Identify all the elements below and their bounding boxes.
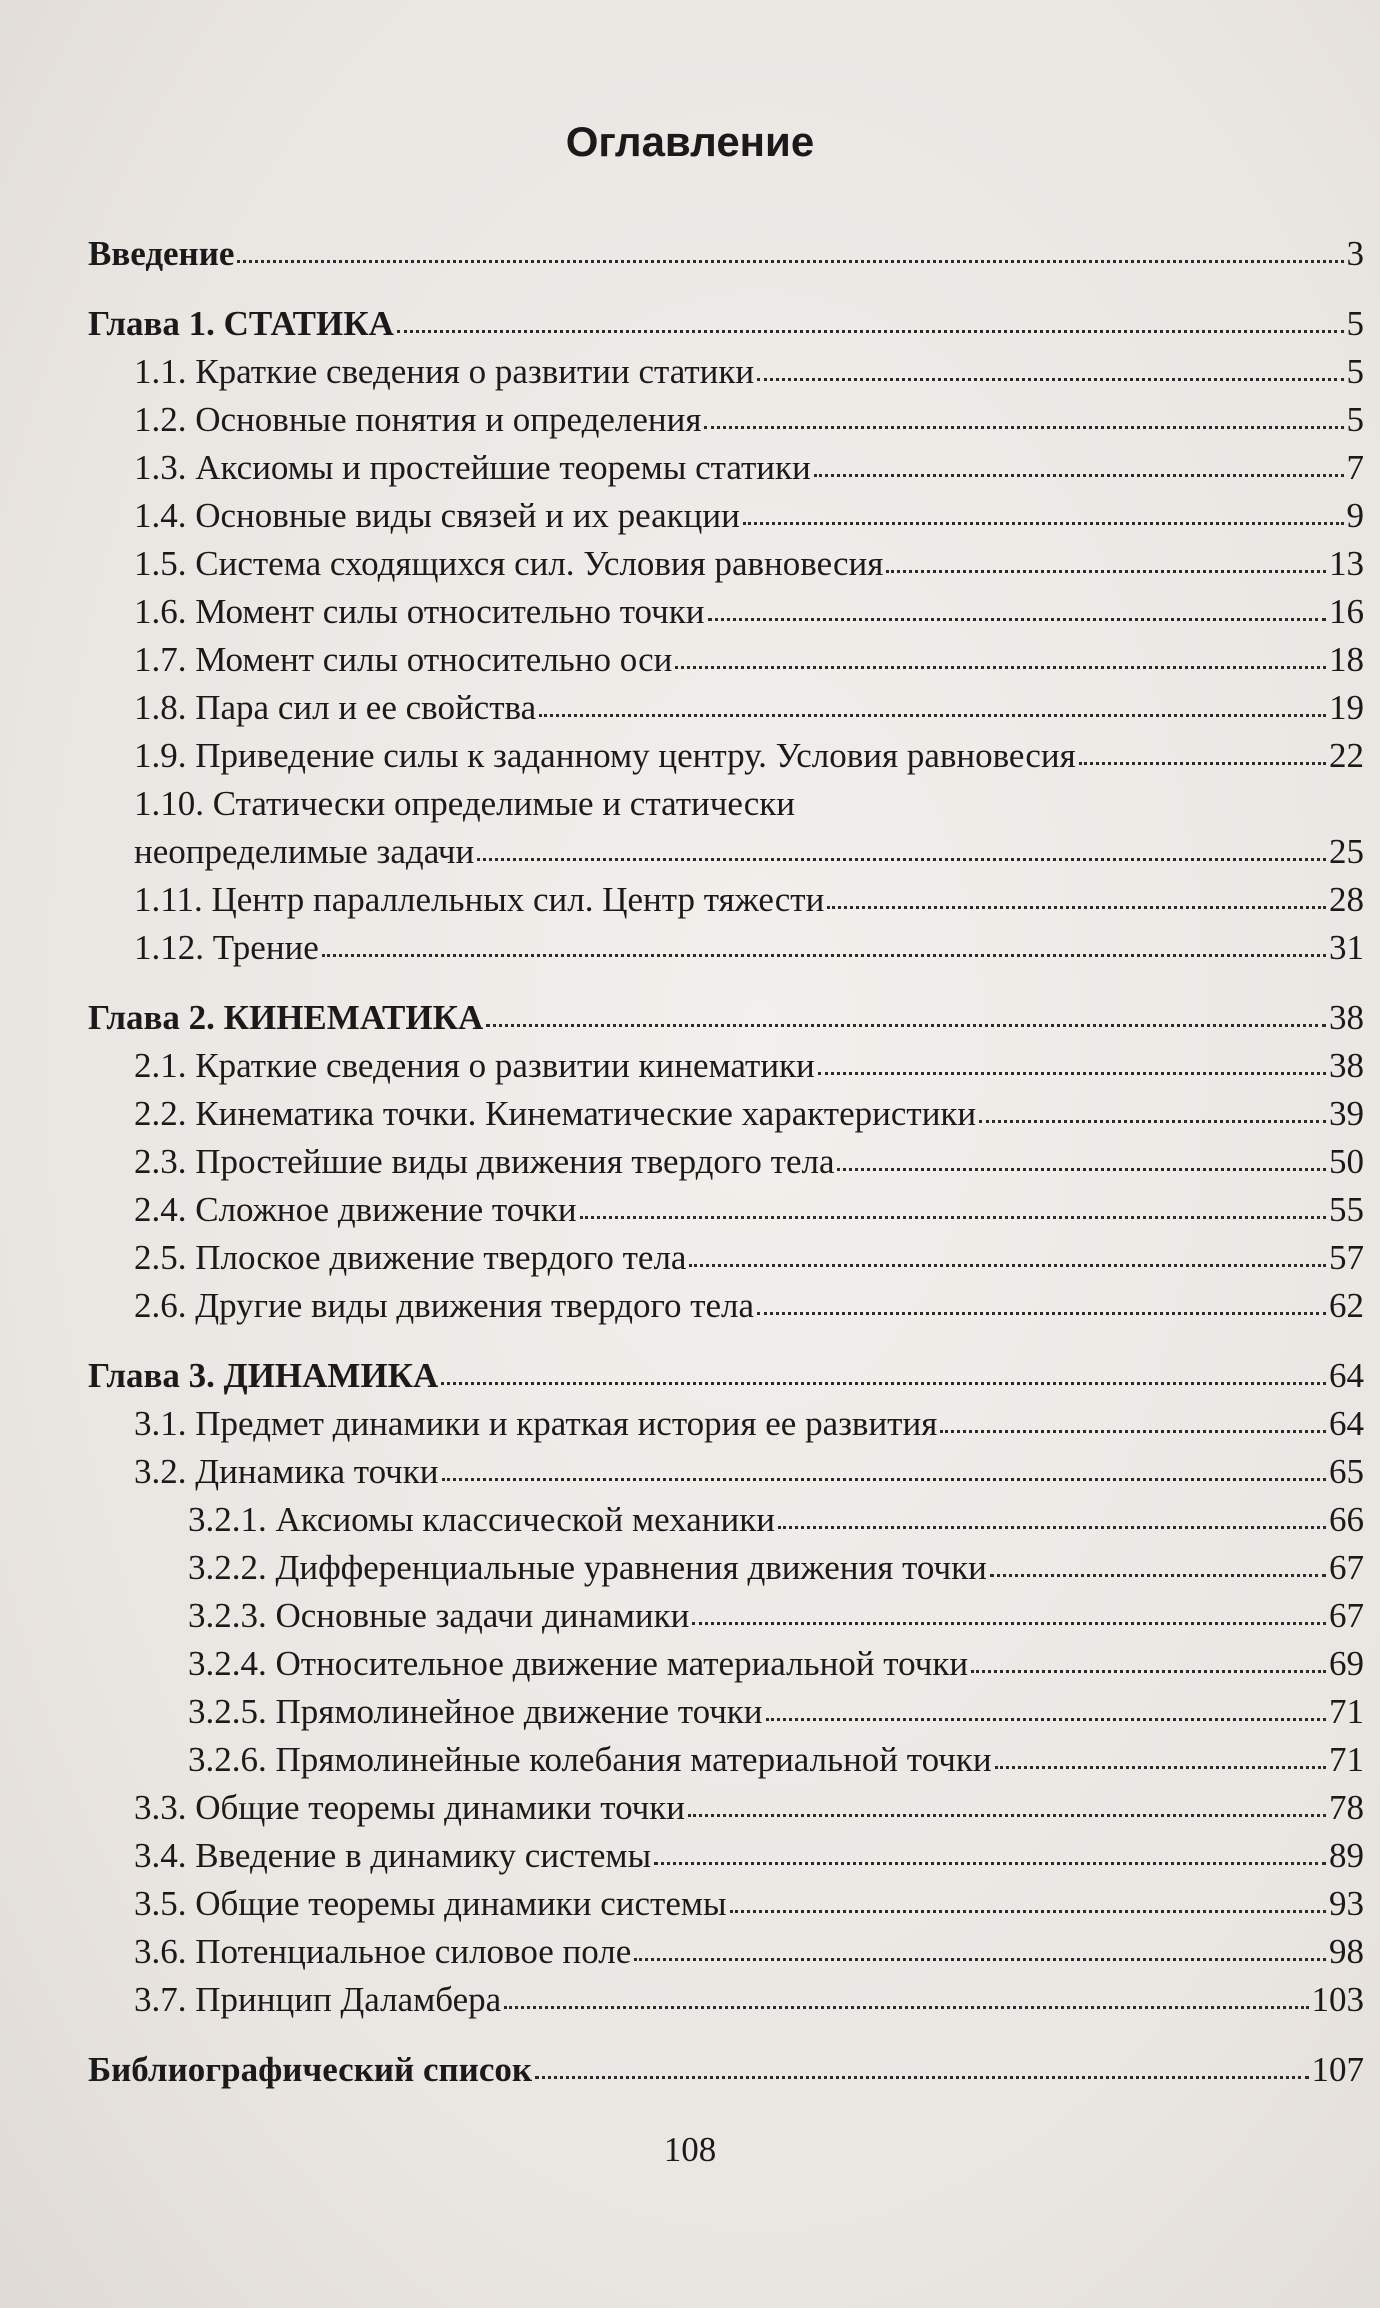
toc-entry-title: 1.2. Основные понятия и определения	[134, 400, 702, 439]
toc-entry-title: 2.5. Плоское движение твердого тела	[134, 1238, 687, 1277]
dot-leader	[397, 305, 1344, 335]
dot-leader	[979, 1095, 1326, 1125]
toc-section-entry	[88, 396, 1364, 444]
toc-entry-page: 57	[1329, 1238, 1364, 1277]
toc-entry-page: 25	[1329, 832, 1364, 871]
toc-entry-page: 66	[1329, 1500, 1364, 1539]
toc-section-entry	[88, 492, 1364, 540]
toc-entry-title: Введение	[88, 234, 235, 273]
toc-entry-page: 67	[1329, 1596, 1364, 1635]
toc-entry-page: 3	[1346, 234, 1364, 273]
toc-section-entry	[88, 876, 1364, 924]
toc-chapter-entry	[88, 230, 1364, 278]
toc-section-entry	[88, 588, 1364, 636]
dot-leader	[940, 1405, 1326, 1435]
toc-entry-page: 7	[1346, 448, 1364, 487]
toc-entry-page: 28	[1329, 880, 1364, 919]
toc-entry-page: 22	[1329, 736, 1364, 775]
toc-entry-title: 3.5. Общие теоремы динамики системы	[134, 1884, 727, 1923]
dot-leader	[730, 1885, 1326, 1915]
dot-leader	[688, 1789, 1326, 1819]
toc-entry-page: 98	[1329, 1932, 1364, 1971]
toc-entry-title: 3.2.4. Относительное движение материальной точки	[188, 1644, 969, 1683]
toc-entry-page: 31	[1329, 928, 1364, 967]
toc-section-entry	[88, 1736, 1364, 1784]
dot-leader	[442, 1453, 1326, 1483]
dot-leader	[504, 1981, 1308, 2011]
toc-entry-title: 3.1. Предмет динамики и краткая история ее развития	[134, 1404, 938, 1443]
dot-leader	[837, 1143, 1326, 1173]
toc-entry-page: 38	[1329, 1046, 1364, 1085]
toc-entry-title: 1.7. Момент силы относительно оси	[134, 640, 673, 679]
toc-section-entry	[88, 1282, 1364, 1330]
toc-entry-title: неопределимые задачи	[134, 832, 475, 871]
toc-entry-title: Глава 3. ДИНАМИКА	[88, 1356, 439, 1395]
dot-leader	[704, 401, 1343, 431]
toc-entry-page: 67	[1329, 1548, 1364, 1587]
dot-leader	[689, 1239, 1326, 1269]
toc-entry-title: 1.11. Центр параллельных сил. Центр тяжести	[134, 880, 825, 919]
toc-entry-title: 1.1. Краткие сведения о развитии статики	[134, 352, 755, 391]
toc-chapter-entry	[88, 1352, 1364, 1400]
toc-entry-title: 1.6. Момент силы относительно точки	[134, 592, 705, 631]
dot-leader	[539, 689, 1326, 719]
toc-section-entry	[88, 1400, 1364, 1448]
dot-leader	[757, 1287, 1326, 1317]
dot-leader	[535, 2051, 1308, 2081]
toc-section-entry	[88, 684, 1364, 732]
toc-section-entry	[88, 1496, 1364, 1544]
toc-section-entry	[88, 1234, 1364, 1282]
toc-section-entry	[88, 348, 1364, 396]
toc-entry-page: 5	[1346, 400, 1364, 439]
dot-leader	[441, 1357, 1326, 1387]
dot-leader	[818, 1047, 1326, 1077]
toc-entry-title: 1.5. Система сходящихся сил. Условия равновесия	[134, 544, 884, 583]
dot-leader	[827, 881, 1326, 911]
toc-entry-title: Библиографический список	[88, 2050, 533, 2089]
dot-leader	[1079, 737, 1326, 767]
dot-leader	[971, 1645, 1326, 1675]
toc-entry-page: 19	[1329, 688, 1364, 727]
toc-section-entry	[88, 444, 1364, 492]
dot-leader	[778, 1501, 1326, 1531]
toc-entry-page: 9	[1346, 496, 1364, 535]
toc-section-entry	[88, 1928, 1364, 1976]
dot-leader	[634, 1933, 1326, 1963]
page-number: 108	[663, 2130, 717, 2169]
toc-entry-title: 2.3. Простейшие виды движения твердого тела	[134, 1142, 835, 1181]
dot-leader	[477, 833, 1326, 863]
toc-entry-title: 3.2.5. Прямолинейное движение точки	[188, 1692, 763, 1731]
toc-entry-page: 89	[1329, 1836, 1364, 1875]
toc-section-entry	[88, 924, 1364, 972]
toc-section-entry	[88, 1688, 1364, 1736]
toc-section-entry	[88, 1544, 1364, 1592]
dot-leader	[237, 235, 1343, 265]
dot-leader	[708, 593, 1327, 623]
dot-leader	[757, 353, 1343, 383]
toc-entry-page: 71	[1329, 1692, 1364, 1731]
toc-section-entry	[88, 828, 1364, 876]
dot-leader	[743, 497, 1344, 527]
dot-leader	[675, 641, 1326, 671]
toc-entry-page: 64	[1329, 1356, 1364, 1395]
toc-entry-title: 3.2. Динамика точки	[134, 1452, 439, 1491]
toc-section-entry	[88, 1138, 1364, 1186]
toc-section-entry	[88, 1784, 1364, 1832]
toc-entry-page: 107	[1311, 2050, 1364, 2089]
toc-entry-title: 1.8. Пара сил и ее свойства	[134, 688, 537, 727]
toc-entry-title: 2.2. Кинематика точки. Кинематические характеристики	[134, 1094, 977, 1133]
table-of-contents	[88, 230, 1364, 2094]
dot-leader	[766, 1693, 1326, 1723]
toc-entry-page: 78	[1329, 1788, 1364, 1827]
toc-entry-title: Глава 1. СТАТИКА	[88, 304, 394, 343]
toc-entry-title: 3.2.6. Прямолинейные колебания материальной точки	[188, 1740, 992, 1779]
toc-entry-title: 3.2.2. Дифференциальные уравнения движения точки	[188, 1548, 987, 1587]
dot-leader	[886, 545, 1326, 575]
toc-chapter-entry	[88, 994, 1364, 1042]
toc-section-entry	[88, 540, 1364, 588]
toc-entry-page: 16	[1329, 592, 1364, 631]
toc-entry-title: 3.4. Введение в динамику системы	[134, 1836, 652, 1875]
toc-entry-title: 1.4. Основные виды связей и их реакции	[134, 496, 740, 535]
toc-entry-page: 50	[1329, 1142, 1364, 1181]
toc-entry-page: 62	[1329, 1286, 1364, 1325]
toc-entry-page: 5	[1346, 352, 1364, 391]
toc-entry-page: 55	[1329, 1190, 1364, 1229]
toc-entry-page: 18	[1329, 640, 1364, 679]
toc-entry-title: 1.3. Аксиомы и простейшие теоремы статики	[134, 448, 811, 487]
toc-chapter-entry	[88, 300, 1364, 348]
toc-chapter-entry	[88, 2046, 1364, 2094]
toc-entry-page: 64	[1329, 1404, 1364, 1443]
toc-entry-title: 3.3. Общие теоремы динамики точки	[134, 1788, 686, 1827]
toc-entry-page: 38	[1329, 998, 1364, 1037]
toc-section-entry	[88, 1090, 1364, 1138]
dot-leader	[995, 1741, 1326, 1771]
toc-entry-page: 71	[1329, 1740, 1364, 1779]
toc-entry-page: 5	[1346, 304, 1364, 343]
dot-leader	[486, 999, 1326, 1029]
toc-entry-title: 3.6. Потенциальное силовое поле	[134, 1932, 632, 1971]
toc-entry-title: 2.1. Краткие сведения о развитии кинематики	[134, 1046, 815, 1085]
toc-entry-title: 3.2.3. Основные задачи динамики	[188, 1596, 690, 1635]
toc-section-entry	[88, 1880, 1364, 1928]
toc-section-entry	[88, 1042, 1364, 1090]
toc-entry-page: 13	[1329, 544, 1364, 583]
toc-entry-title: 1.10. Статически определимые и статически	[134, 784, 796, 823]
toc-section-entry	[88, 1592, 1364, 1640]
toc-entry-page: 93	[1329, 1884, 1364, 1923]
toc-entry-title: 1.9. Приведение силы к заданному центру. Условия равновесия	[134, 736, 1076, 775]
toc-section-entry	[88, 1640, 1364, 1688]
toc-entry-title: Глава 2. КИНЕМАТИКА	[88, 998, 484, 1037]
toc-section-entry	[88, 1448, 1364, 1496]
toc-section-entry	[88, 1832, 1364, 1880]
toc-entry-title: 3.7. Принцип Даламбера	[134, 1980, 502, 2019]
toc-section-entry	[88, 780, 1364, 828]
toc-entry-title: 1.12. Трение	[134, 928, 319, 967]
dot-leader	[814, 449, 1344, 479]
dot-leader	[654, 1837, 1326, 1867]
dot-leader	[990, 1549, 1326, 1579]
toc-entry-title: 2.6. Другие виды движения твердого тела	[134, 1286, 755, 1325]
dot-leader	[322, 929, 1326, 959]
dot-leader	[692, 1597, 1326, 1627]
toc-section-entry	[88, 1186, 1364, 1234]
toc-section-entry	[88, 636, 1364, 684]
toc-entry-page: 69	[1329, 1644, 1364, 1683]
page-title: Оглавление	[565, 118, 815, 165]
toc-section-entry	[88, 1976, 1364, 2024]
toc-section-entry	[88, 732, 1364, 780]
toc-entry-page: 39	[1329, 1094, 1364, 1133]
toc-entry-title: 3.2.1. Аксиомы классической механики	[188, 1500, 775, 1539]
toc-entry-page: 103	[1311, 1980, 1364, 2019]
toc-entry-title: 2.4. Сложное движение точки	[134, 1190, 577, 1229]
dot-leader	[580, 1191, 1326, 1221]
toc-entry-page: 65	[1329, 1452, 1364, 1491]
